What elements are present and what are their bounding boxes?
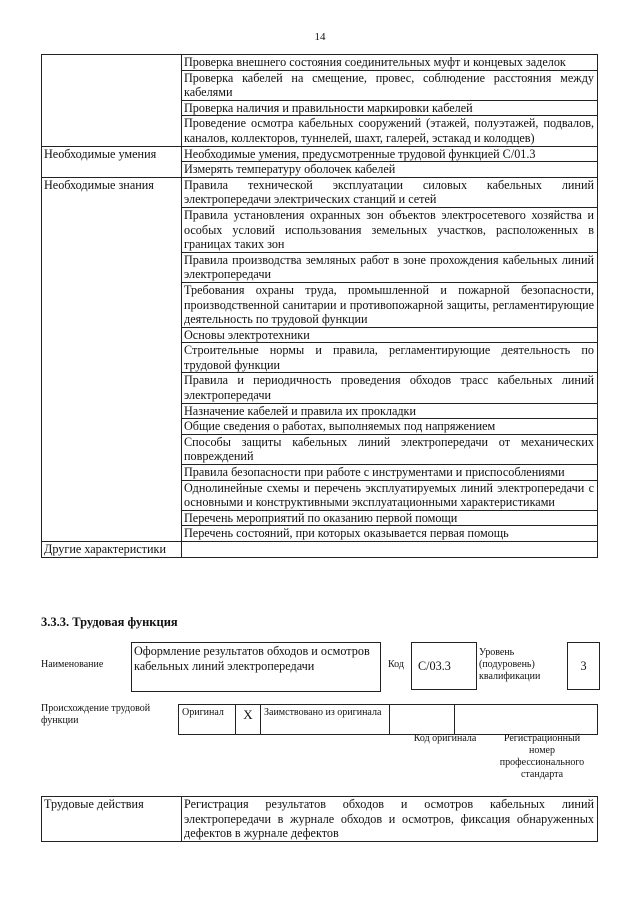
- code-original-cell: [390, 705, 455, 735]
- requirement-item: Назначение кабелей и правила их прокладки: [182, 403, 598, 419]
- requirement-item: Способы защиты кабельных линий электропередачи от механических повреждений: [182, 434, 598, 464]
- requirement-item: Правила технической эксплуатации силовых кабельных линий электропередачи электрических станций и сетей: [182, 177, 598, 207]
- table-row: [42, 146, 598, 162]
- borrowed-label: Заимствовано из оригинала: [261, 705, 390, 735]
- requirement-item: Необходимые умения, предусмотренные трудовой функцией С/01.3: [182, 146, 598, 162]
- level-value: 3: [567, 642, 600, 690]
- page-number: 14: [314, 31, 326, 43]
- origin-label: Происхождение трудовой функции: [41, 703, 151, 726]
- name-label: Наименование: [41, 659, 104, 670]
- requirement-item: Проверка внешнего состояния соединительных муфт и концевых заделок: [182, 55, 598, 71]
- requirement-item: Перечень мероприятий по оказанию первой помощи: [182, 510, 598, 526]
- actions-text: Регистрация результатов обходов и осмотров кабельных линий электропередачи в журнале обходов и осмотров, фиксация обнаруженных дефектов в журнале дефектов: [182, 797, 598, 842]
- reg-number-caption: Регистрационный номер профессионального стандарта: [499, 733, 585, 780]
- requirement-item: Однолинейные схемы и перечень эксплуатируемых линий электропередачи с основными и конструктивными эксплуатационными характеристиками: [182, 480, 598, 510]
- requirement-item: Основы электротехники: [182, 327, 598, 343]
- reg-number-cell: [455, 705, 598, 735]
- code-original-caption: Код оригинала: [413, 733, 477, 744]
- requirement-item: Проведение осмотра кабельных сооружений (этажей, полуэтажей, подвалов, каналов, коллекторов, туннелей, шахт, галерей, эстакад и колодцев): [182, 116, 598, 146]
- competency-table: [41, 54, 598, 558]
- table-row: [42, 177, 598, 207]
- table-row: [42, 55, 598, 71]
- requirement-item: Измерять температуру оболочек кабелей: [182, 162, 598, 178]
- code-value: С/03.3: [411, 642, 477, 690]
- original-cell: [179, 705, 236, 735]
- original-label: Оригинал: [182, 707, 224, 718]
- row-label: Необходимые знания: [42, 177, 182, 541]
- requirement-item: Правила и периодичность проведения обходов трасс кабельных линий электропередачи: [182, 373, 598, 403]
- section-title: 3.3.3. Трудовая функция: [41, 615, 178, 629]
- requirement-item: [182, 542, 598, 558]
- requirement-item: Проверка наличия и правильности маркировки кабелей: [182, 100, 598, 116]
- original-mark: X: [236, 705, 261, 735]
- name-value: Оформление результатов обходов и осмотров кабельных линий электропередачи: [131, 642, 381, 692]
- requirement-item: Правила установления охранных зон объектов электросетевого хозяйства и особых условий использования земельных участков, расположенных в границах таких зон: [182, 207, 598, 252]
- requirement-item: Перечень состояний, при которых оказывается первая помощь: [182, 526, 598, 542]
- requirement-item: Правила производства земляных работ в зоне прохождения кабельных линий электропередачи: [182, 252, 598, 282]
- requirement-item: Общие сведения о работах, выполняемых под напряжением: [182, 419, 598, 435]
- requirement-item: Проверка кабелей на смещение, провес, соблюдение расстояния между кабелями: [182, 70, 598, 100]
- origin-table: [178, 704, 598, 735]
- requirement-item: Требования охраны труда, промышленной и пожарной безопасности, производственной санитарии и противопожарной защиты, регламентирующие деятельность по трудовой функции: [182, 282, 598, 327]
- row-label: [42, 55, 182, 147]
- actions-label: Трудовые действия: [42, 797, 182, 842]
- row-label: Необходимые умения: [42, 146, 182, 177]
- requirement-item: Строительные нормы и правила, регламентирующие деятельность по трудовой функции: [182, 343, 598, 373]
- table-row: [42, 542, 598, 558]
- code-label: Код: [388, 659, 404, 670]
- requirement-item: Правила безопасности при работе с инструментами и приспособлениями: [182, 465, 598, 481]
- row-label: Другие характеристики: [42, 542, 182, 558]
- level-label: Уровень (подуровень) квалификации: [479, 647, 541, 682]
- actions-table: [41, 796, 598, 842]
